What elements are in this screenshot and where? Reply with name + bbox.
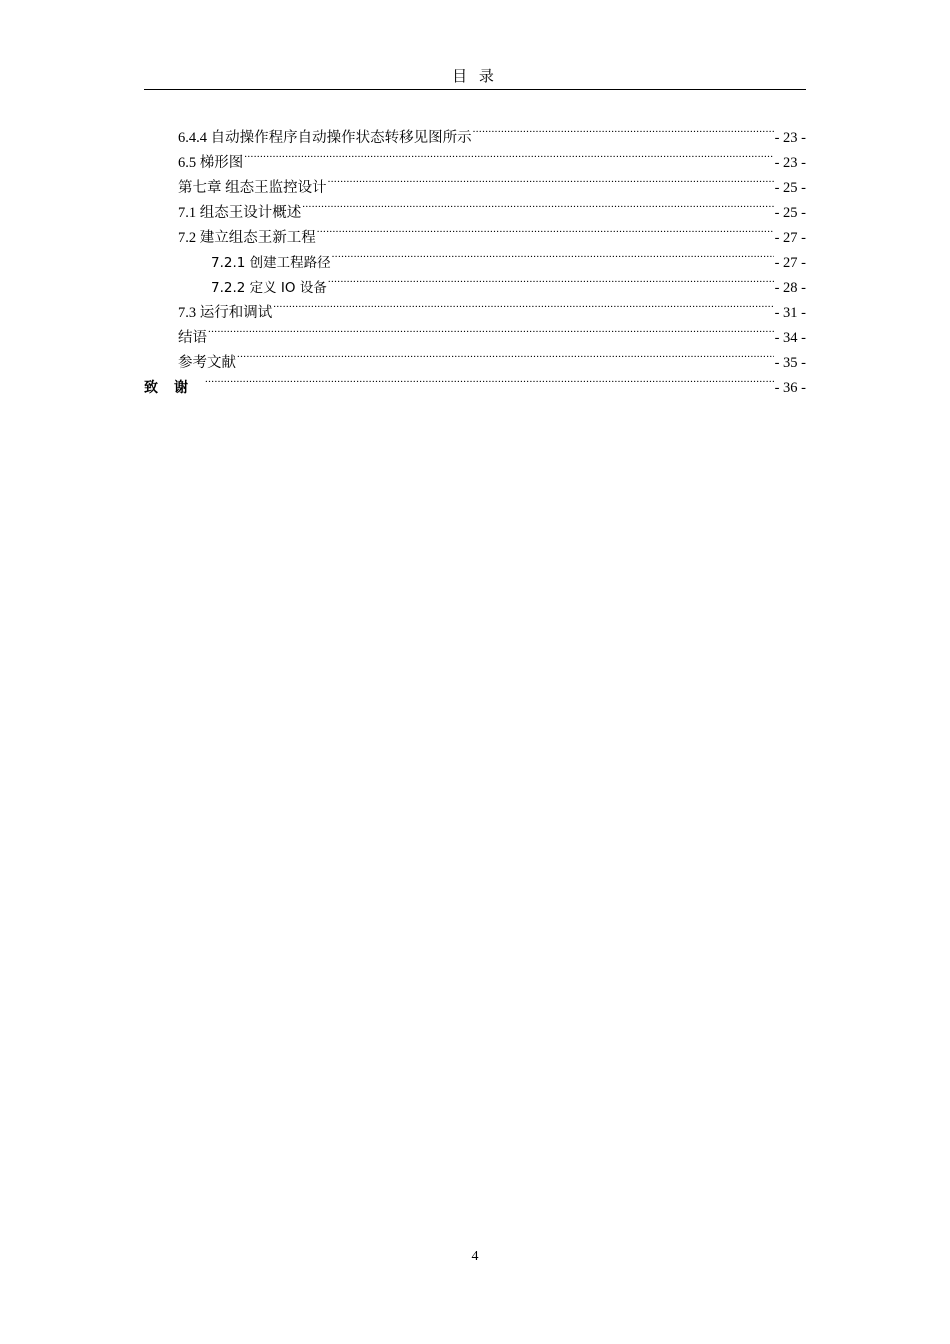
header-rule xyxy=(144,89,806,90)
dot-leader xyxy=(205,367,774,392)
toc-entry-label: 7.2 建立组态王新工程 xyxy=(178,230,316,246)
dot-leader xyxy=(302,192,773,217)
toc-entry-chapter-7[interactable] xyxy=(144,167,806,196)
toc-entry-page: - 25 - xyxy=(774,180,806,196)
toc-entry-page: - 31 - xyxy=(774,305,806,321)
toc-entry-page: - 34 - xyxy=(774,330,806,346)
dot-leader xyxy=(328,167,774,192)
toc-entry-label: 结语 xyxy=(178,330,207,346)
toc-entry-label: 6.4.4 自动操作程序自动操作状态转移见图所示 xyxy=(178,130,472,146)
toc-entry-6-5[interactable] xyxy=(144,142,806,171)
dot-leader xyxy=(473,117,774,142)
toc-entry-page: - 23 - xyxy=(774,130,806,146)
toc-entry-page: - 28 - xyxy=(774,280,806,296)
page-header-title: 目 录 xyxy=(452,69,498,85)
dot-leader xyxy=(244,142,773,167)
toc-entry-label: 第七章 组态王监控设计 xyxy=(178,180,327,196)
dot-leader xyxy=(332,242,774,267)
toc-entry-label: 7.3 运行和调试 xyxy=(178,305,273,321)
dot-leader xyxy=(328,267,774,292)
toc-entry-page: - 25 - xyxy=(774,205,806,221)
toc-entry-label: 7.2.2 定义 IO 设备 xyxy=(211,280,327,296)
dot-leader xyxy=(208,317,774,342)
toc-entry-conclusion[interactable] xyxy=(144,317,806,346)
toc-entry-page: - 23 - xyxy=(774,155,806,171)
toc-entry-references[interactable] xyxy=(144,342,806,371)
toc-entry-label: 参考文献 xyxy=(178,355,236,371)
table-of-contents xyxy=(144,117,806,396)
toc-entry-page: - 27 - xyxy=(774,255,806,271)
toc-entry-label: 7.2.1 创建工程路径 xyxy=(211,255,331,271)
toc-entry-label: 7.1 组态王设计概述 xyxy=(178,205,302,221)
toc-entry-label: 致谢 xyxy=(144,380,204,396)
toc-entry-page: - 27 - xyxy=(774,230,806,246)
toc-entry-page: - 35 - xyxy=(774,355,806,371)
toc-entry-6-4-4[interactable] xyxy=(144,117,806,146)
toc-entry-label: 6.5 梯形图 xyxy=(178,155,244,171)
dot-leader xyxy=(273,292,773,317)
dot-leader xyxy=(317,217,774,242)
dot-leader xyxy=(237,342,774,367)
page-number: 4 xyxy=(471,1249,479,1264)
toc-entry-acknowledgements[interactable] xyxy=(144,367,806,396)
toc-entry-page: - 36 - xyxy=(774,380,806,396)
